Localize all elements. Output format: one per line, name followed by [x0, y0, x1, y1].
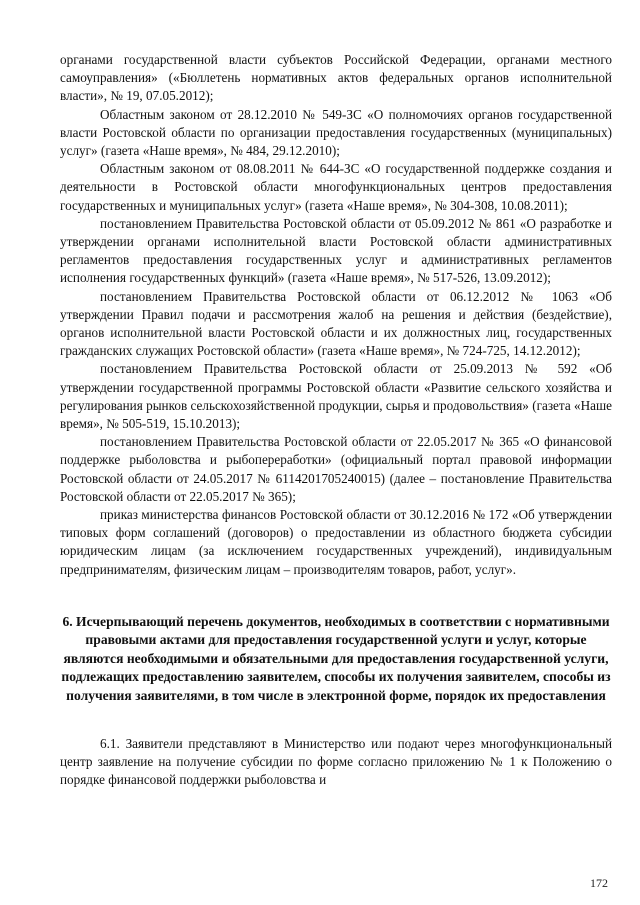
- page-number: 172: [590, 876, 608, 890]
- document-page: [60, 51, 612, 790]
- spacer: [60, 705, 612, 735]
- paragraph-law-549: Областным законом от 28.12.2010 № 549-ЗС «О полномочиях органов государственной власти Ростовской области по организации предоставления государственных (муниципальных) услуг» (газета «Наше время», № 484, 29.12.2010);: [60, 106, 612, 159]
- paragraph-law-644: Областным законом от 08.08.2011 № 644-ЗС «О государственной поддержке создания и деятельности в Ростовской области многофункциональных центров предоставления государственных и муниципальных услуг» (газета «Наше время», № 304-308, 10.08.2011);: [60, 161, 612, 213]
- paragraph-order-172: приказ министерства финансов Ростовской области от 30.12.2016 № 172 «Об утверждении типовых форм соглашений (договоров) о предоставлении из областного бюджета субсидии юридическим лицам (за исключением государственных учреждений), индивидуальным предпринимателям, физическим лицам – производителям товаров, работ, услуг».: [60, 507, 612, 577]
- spacer: [60, 579, 612, 613]
- paragraph-6-1: 6.1. Заявители представляют в Министерство или подают через многофункциональный центр заявление на получение субсидии по форме согласно приложению № 1 к Положению о порядке финансовой поддержки рыболовства и: [60, 735, 612, 788]
- paragraph-resolution-592: постановлением Правительства Ростовской области от 25.09.2013 № 592 «Об утверждении государственной программы Ростовской области «Развитие сельского хозяйства и регулирования рынков сельскохозяйственной продукции, сырья и продовольствия» (газета «Наше время», № 505-519, 15.10.2013);: [60, 361, 612, 432]
- paragraph-resolution-365: постановлением Правительства Ростовской области от 22.05.2017 № 365 «О финансовой поддержке рыболовства и рыбопереработки» (официальный портал правовой информации Ростовской области от 24.05.2017 № 6114201705240015) (далее – постановление Правительства Ростовской области от 22.05.2017 № 365);: [60, 434, 612, 504]
- section-heading: 6. Исчерпывающий перечень документов, необходимых в соответствии с нормативными правовыми актами для предоставления государственной услуги и услуг, которые являются необходимыми и обязательными для предоставления государственной услуги, подлежащих предоставлению заявителем, способы их получения заявителем, способы из получения заявителями, в том числе в электронной форме, порядок их предоставления: [61, 613, 611, 703]
- paragraph-federal-acts: органами государственной власти субъектов Российской Федерации, органами местного самоуправления» («Бюллетень нормативных актов федеральных органов исполнительной власти», № 19, 07.05.2012);: [60, 52, 612, 104]
- paragraph-resolution-861: постановлением Правительства Ростовской области от 05.09.2012 № 861 «О разработке и утверждении органами исполнительной власти Ростовской области административных регламентов предоставления государственных услуг и административных регламентов исполнения государственных функций» (газета «Наше время», № 517-526, 13.09.2012);: [60, 215, 612, 286]
- paragraph-resolution-1063: постановлением Правительства Ростовской области от 06.12.2012 № 1063 «Об утверждении Правил подачи и рассмотрения жалоб на решения и действия (бездействие), органов исполнительной власти Ростовской области и их должностных лиц, государственных гражданских служащих Ростовской области» (газета «Наше время», № 724-725, 14.12.2012);: [60, 288, 612, 359]
